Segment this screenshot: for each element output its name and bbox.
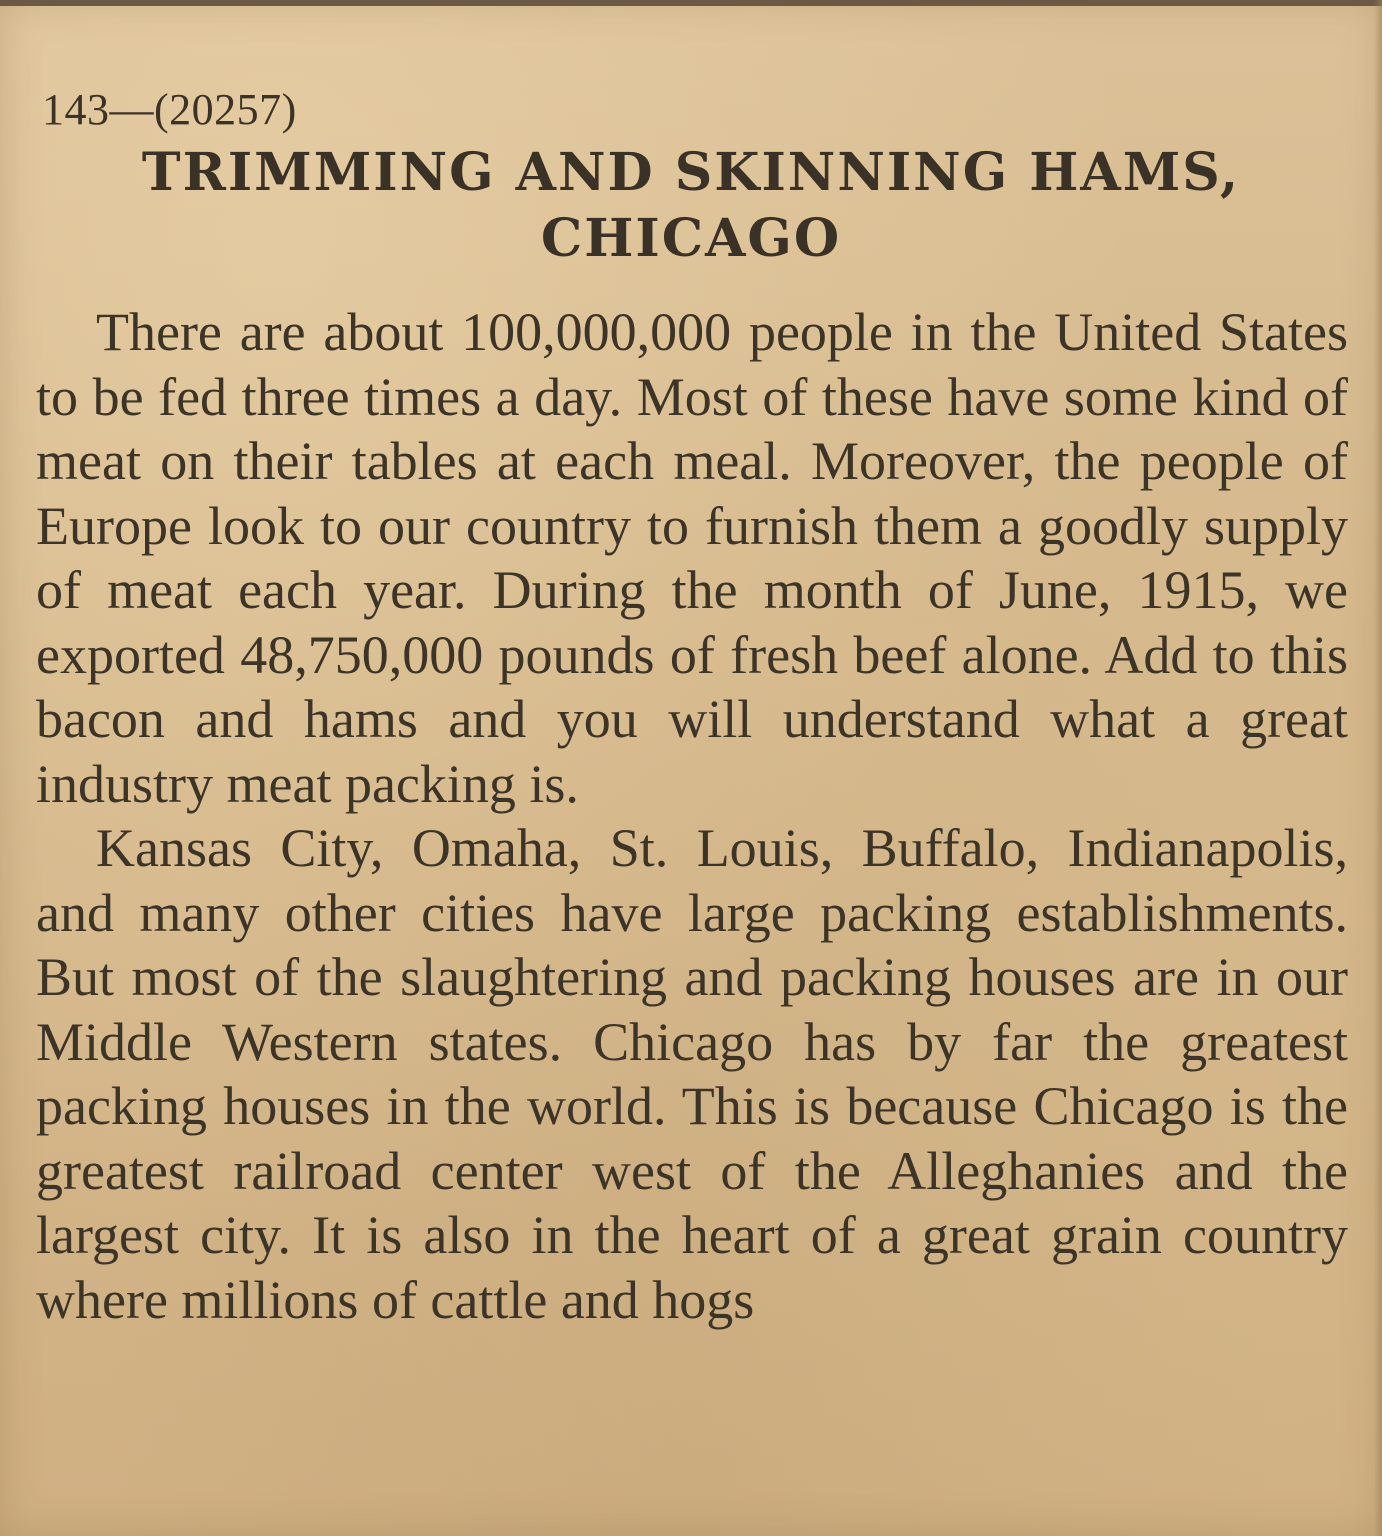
title-line-2: CHICAGO: [540, 208, 842, 269]
paragraph-2: Kansas City, Omaha, St. Louis, Buffalo, Indianapolis, and many other cities have large packing establishments. But most of the slaughtering and packing houses are in our Middle Western states. Chicago has by far the greatest packing houses in the world. This is because Chicago is the greatest railroad center west of the Alleghanies and the largest city. It is also in the heart of a great grain country where millions of cattle and hogs: [36, 818, 1348, 1330]
card-title: [0, 140, 1382, 272]
description-text: [36, 300, 1348, 1332]
paragraph-1: There are about 100,000,000 people in the United States to be fed three times a day. Most of these have some kind of meat on their tables at each meal. Moreover, the people of Europe look to our country to furnish them a goodly supply of meat each year. During the month of June, 1915, we exported 48,750,000 pounds of fresh beef alone. Add to this bacon and hams and you will understand what a great industry meat packing is.: [36, 302, 1348, 814]
plate-number: 143—(20257): [42, 85, 297, 134]
title-line-1: TRIMMING AND SKINNING HAMS,: [141, 142, 1241, 203]
